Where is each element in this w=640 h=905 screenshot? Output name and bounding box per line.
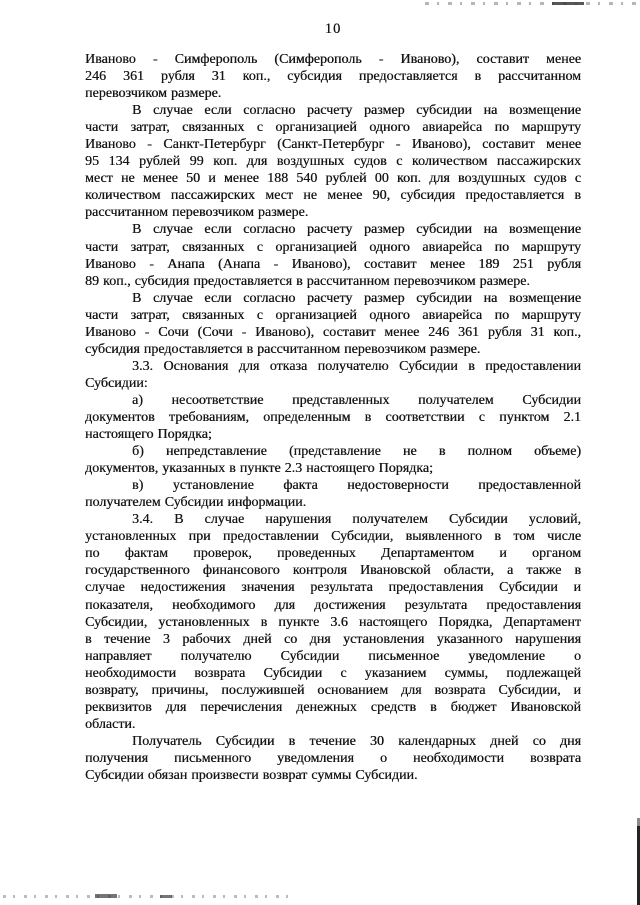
- text-line: перевозчиком размере.: [85, 86, 222, 102]
- text-line: 3.4. В случае нарушения получателем Субсидии условий,: [132, 512, 581, 528]
- text-line: 3.3. Основания для отказа получателю Субсидии в предоставлении: [132, 358, 581, 374]
- text-line: 95 134 рублей 99 коп. для воздушных судов с количеством пассажирских: [85, 154, 581, 170]
- text-line: 246 361 рубля 31 коп., субсидия предоставляется в рассчитанном: [85, 69, 581, 85]
- text-line: б) непредставление (представление не в полном объеме): [132, 444, 581, 460]
- text-line: документов требованиям, определенным в соответствии с пунктом 2.1: [85, 409, 581, 425]
- text-line: получения письменного уведомления о необходимости возврата: [85, 750, 581, 766]
- text-line: Субсидии:: [85, 375, 148, 391]
- text-line: необходимости возврата Субсидии с указанием суммы, подлежащей: [85, 665, 581, 681]
- text-line: Иваново - Сочи (Сочи - Иваново), составит менее 246 361 рубля 31 коп.,: [85, 324, 581, 340]
- scan-noise-top-dark: [552, 2, 584, 5]
- text-line: получателем Субсидии информации.: [85, 495, 307, 511]
- text-line: Иваново - Симферополь (Симферополь - Иваново), составит менее: [85, 52, 581, 67]
- text-line: Получатель Субсидии в течение 30 календарных дней со дня: [132, 733, 581, 749]
- text-line: Субсидии обязан произвести возврат суммы Субсидии.: [85, 767, 418, 783]
- text-line: Иваново - Санкт-Петербург (Санкт-Петербург - Иваново), составит менее: [85, 137, 581, 153]
- text-line: Иваново - Анапа (Анапа - Иваново), составит менее 189 251 рубля: [85, 256, 581, 272]
- document-text: [85, 51, 581, 784]
- text-line: мест не менее 50 и менее 188 540 рублей 00 коп. для воздушных судов с: [85, 171, 581, 187]
- text-line: государственного финансового контроля Ивановской области, а также в: [85, 563, 581, 579]
- text-line: по фактам проверок, проведенных Департаментом и органом: [85, 546, 581, 562]
- page-number: 10: [324, 21, 342, 37]
- text-line: документов, указанных в пункте 2.3 настоящего Порядка;: [85, 461, 433, 477]
- text-line: области.: [85, 716, 136, 732]
- text-line: показателя, необходимого для достижения результата предоставления: [85, 597, 581, 613]
- text-line: направляет получателю Субсидии письменное уведомление о: [85, 648, 581, 664]
- text-line: а) несоответствие представленных получателем Субсидии: [132, 392, 581, 408]
- text-line: части затрат, связанных с организацией одного авиарейса по маршруту: [85, 120, 581, 136]
- text-line: в течение 3 рабочих дней со дня установления указанного нарушения: [85, 631, 581, 647]
- text-line: реквизитов для перечисления денежных средств в бюджет Ивановской: [85, 699, 581, 715]
- scan-noise-bottom: [3, 895, 296, 898]
- scan-noise-bottom-dark: [95, 894, 117, 898]
- text-line: рассчитанном перевозчиком размере.: [85, 205, 309, 221]
- text-line: Субсидии, установленных в пункте 3.6 настоящего Порядка, Департамент: [85, 614, 581, 630]
- text-line: 89 коп., субсидия предоставляется в рассчитанном перевозчиком размере.: [85, 273, 530, 289]
- text-line: в) установление факта недостоверности предоставленной: [132, 478, 581, 494]
- text-line: случае недостижения значения результата предоставления Субсидии и: [85, 580, 581, 596]
- text-line: количеством пассажирских мест не менее 90, субсидия предоставляется в: [85, 188, 581, 204]
- text-line: установленных при предоставлении Субсидии, выявленного в том числе: [85, 529, 581, 545]
- text-line: части затрат, связанных с организацией одного авиарейса по маршруту: [85, 239, 581, 255]
- scan-noise-bottom-dark: [160, 895, 172, 898]
- scan-noise-top: [425, 2, 637, 5]
- text-line: настоящего Порядка;: [85, 427, 212, 443]
- text-line: субсидия предоставляется в рассчитанном перевозчиком размере.: [85, 341, 481, 357]
- text-line: В случае если согласно расчету размер субсидии на возмещение: [132, 290, 581, 306]
- text-line: В случае если согласно расчету размер субсидии на возмещение: [132, 222, 581, 238]
- text-line: В случае если согласно расчету размер субсидии на возмещение: [132, 103, 581, 119]
- text-line: части затрат, связанных с организацией одного авиарейса по маршруту: [85, 307, 581, 323]
- text-line: возврату, причины, послужившей основанием для возврата Субсидии, и: [85, 682, 581, 698]
